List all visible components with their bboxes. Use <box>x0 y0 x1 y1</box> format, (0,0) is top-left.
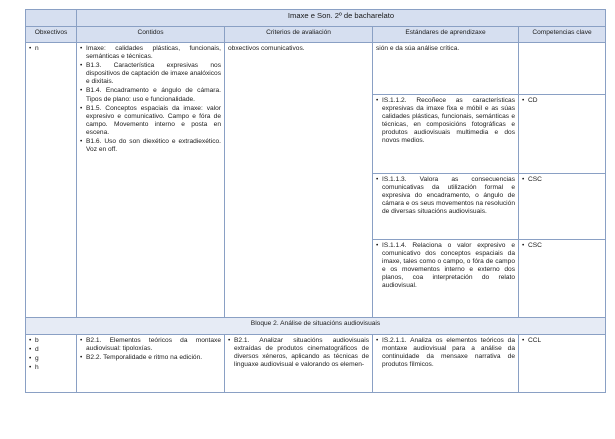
block2-objectives <box>26 335 77 393</box>
objective-item: • n <box>35 45 73 53</box>
header-standards: Estándares de aprendizaxe <box>373 27 519 43</box>
title-row <box>26 10 606 27</box>
standard-item: • IS.2.1.1. Analiza os elementos teóricos da montaxe audiovisual para a análise da continuidade da mensaxe narrativa de produtos fílmicos. <box>382 337 515 369</box>
objective-item: • g <box>35 355 73 363</box>
block2-criteria <box>225 335 373 393</box>
header-criteria: Criterios de avaliación <box>225 27 373 43</box>
block1-competence-1 <box>519 43 606 95</box>
competence-item: • CSC <box>528 176 602 184</box>
content-item: • B1.3. Característica expresivas nos dispositivos de captación de imaxe analóxicos e dixitais. <box>86 62 221 86</box>
block1-criteria: obxectivos comunicativos. <box>225 43 373 318</box>
block1-objectives <box>26 43 77 318</box>
block2-contents <box>77 335 225 393</box>
header-contents: Contidos <box>77 27 225 43</box>
table-title: Imaxe e Son. 2º de bacharelato <box>77 10 606 27</box>
block1-competence-3 <box>519 174 606 240</box>
block1-competence-4 <box>519 240 606 318</box>
title-row-spacer <box>26 10 77 27</box>
content-item: • B1.5. Conceptos espaciais da imaxe: valor expresivo e comunicativo. Campo e fóra de campo. Movemento interno e posta en escena. <box>86 105 221 137</box>
block1-standard-3 <box>373 174 519 240</box>
block1-contents <box>77 43 225 318</box>
objective-item: • h <box>35 364 73 372</box>
block1-standard-2 <box>373 95 519 174</box>
standard-item: • IS.1.1.3. Valora as consecuencias comunicativas da utilización formal e expresiva do encadramento, o ángulo de cámara e os seus movementos na resolución de diversas situacións audiovisuais. <box>382 176 515 216</box>
standard-item: • IS.1.1.4. Relaciona o valor expresivo e comunicativo dos conceptos espaciais da imaxe, tales como o campo, o fóra de campo e os movementos interno e externo dos planos, coa interpretación do relato audiovisual. <box>382 242 515 291</box>
objective-item: • d <box>35 346 73 354</box>
competence-item: • CSC <box>528 242 602 250</box>
block2-title: Bloque 2. Análise de situacións audiovisuais <box>26 318 606 335</box>
content-item: • B2.2. Temporalidade e ritmo na edición. <box>86 354 221 362</box>
header-objectives: Obxectivos <box>26 27 77 43</box>
header-competences: Competencias clave <box>519 27 606 43</box>
block2-standard <box>373 335 519 393</box>
content-item: • Imaxe: calidades plásticas, funcionais, semánticas e técnicas. <box>86 45 221 61</box>
block2-title-row <box>26 318 606 335</box>
block1-competence-2 <box>519 95 606 174</box>
content-item: • B2.1. Elementos teóricos da montaxe audiovisual: tipoloxías. <box>86 337 221 353</box>
block1-standard-4 <box>373 240 519 318</box>
criteria-item: • B2.1. Analizar situacións audiovisuais extraídas de produtos cinematográficos de diversos xéneros, aplicando as técnicas de linguaxe audiovisual e valorando os elemen- <box>234 337 369 369</box>
block2-row <box>26 335 606 393</box>
content-item: • B1.4. Encadramento e ángulo de cámara. Tipos de plano: uso e funcionalidade. <box>86 87 221 103</box>
header-row <box>26 27 606 43</box>
competence-item: • CD <box>528 97 602 105</box>
objective-item: • b <box>35 337 73 345</box>
block2-competence <box>519 335 606 393</box>
standard-item: • IS.1.1.2. Recoñece as características expresivas da imaxe fixa e móbil e as súas calidades plásticas, funcionais, semánticas e técnicas, en composicións fotográficas e produtos audiovisuais multimedia e dos novos medios. <box>382 97 515 146</box>
curriculum-table <box>25 9 606 393</box>
block1-standard-1: sión e da súa análise crítica. <box>373 43 519 95</box>
block1-row-1 <box>26 43 606 95</box>
competence-item: • CCL <box>528 337 602 345</box>
content-item: • B1.6. Uso do son diexético e extradiexético. Voz en off. <box>86 138 221 154</box>
